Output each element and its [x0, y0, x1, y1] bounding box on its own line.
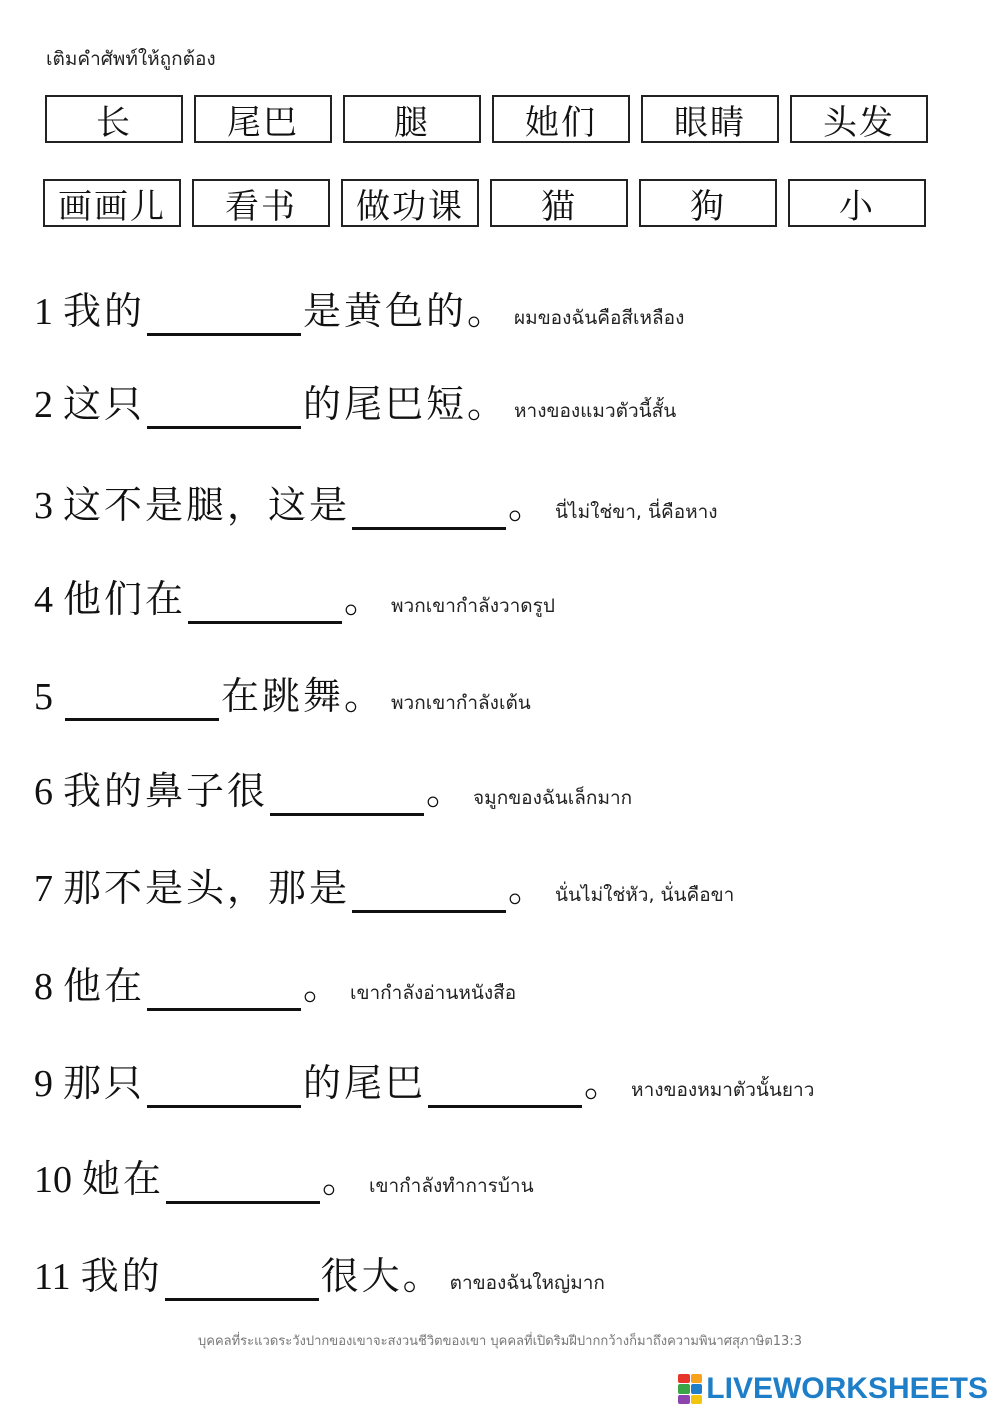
question-text-before: 我的 [80, 1254, 163, 1298]
question-number: 8 [34, 966, 53, 1008]
question-number: 4 [34, 579, 53, 621]
thai-translation: พวกเขากำลังวาดรูป [391, 595, 555, 617]
question-text-before: 这不是腿，这是 [63, 483, 351, 527]
word-box: 画画儿 [43, 179, 181, 227]
question-text-before: 他在 [63, 964, 146, 1008]
answer-blank[interactable] [147, 390, 301, 429]
question-2 [34, 373, 676, 429]
question-3 [34, 474, 718, 530]
liveworksheets-logo[interactable] [678, 1372, 988, 1406]
thai-translation: เขากำลังทำการบ้าน [369, 1175, 534, 1197]
thai-translation: ผมของฉันคือสีเหลือง [514, 307, 685, 329]
question-5 [34, 665, 531, 721]
question-text-before: 这只 [63, 382, 146, 426]
question-text-after: 。 [344, 577, 386, 621]
question-number: 11 [34, 1256, 71, 1298]
word-box: 小 [788, 179, 926, 227]
thai-translation: หางของหมาตัวนั้นยาว [631, 1079, 815, 1101]
answer-blank[interactable] [165, 1262, 319, 1301]
answer-blank[interactable] [147, 1069, 301, 1108]
word-box: 腿 [343, 95, 481, 143]
thai-translation: หางของแมวตัวนี้สั้น [514, 400, 677, 422]
question-10 [34, 1148, 534, 1204]
instruction-text: เติมคำศัพท์ให้ถูกต้อง [46, 48, 216, 70]
liveworksheets-icon [678, 1374, 702, 1404]
word-bank-row-2 [43, 179, 937, 227]
thai-translation: นั่นไม่ใช่หัว, นั่นคือขา [555, 884, 735, 906]
question-number: 9 [34, 1063, 53, 1105]
question-text-after: 在跳舞。 [221, 674, 386, 718]
answer-blank[interactable] [147, 297, 301, 336]
answer-blank[interactable] [352, 874, 506, 913]
answer-blank[interactable] [188, 585, 342, 624]
question-9 [34, 1052, 814, 1108]
word-box: 眼睛 [641, 95, 779, 143]
brand-name: LIVEWORKSHEETS [706, 1372, 988, 1405]
question-text-after: 很大。 [320, 1254, 444, 1298]
question-number: 10 [34, 1159, 72, 1201]
question-text-after: 。 [508, 866, 550, 910]
question-text-after: 的尾巴 [303, 1061, 427, 1105]
answer-blank[interactable] [147, 972, 301, 1011]
question-1 [34, 280, 684, 336]
word-box: 做功课 [341, 179, 479, 227]
question-text-after: 。 [322, 1157, 364, 1201]
question-number: 3 [34, 485, 53, 527]
question-text-before: 她在 [82, 1157, 165, 1201]
thai-translation: จมูกของฉันเล็กมาก [473, 787, 633, 809]
answer-blank[interactable] [270, 777, 424, 816]
answer-blank[interactable] [352, 491, 506, 530]
question-8 [34, 955, 516, 1011]
question-7 [34, 857, 734, 913]
word-box: 长 [45, 95, 183, 143]
word-box: 尾巴 [194, 95, 332, 143]
question-text-after: 。 [426, 769, 468, 813]
question-number: 6 [34, 771, 53, 813]
question-6 [34, 760, 632, 816]
thai-translation: เขากำลังอ่านหนังสือ [350, 982, 517, 1004]
word-box: 她们 [492, 95, 630, 143]
word-box: 狗 [639, 179, 777, 227]
question-text-after: 是黄色的。 [303, 289, 509, 333]
answer-blank-2[interactable] [428, 1069, 582, 1108]
question-text-after: 的尾巴短。 [303, 382, 509, 426]
word-box: 头发 [790, 95, 928, 143]
question-number: 5 [34, 676, 53, 718]
question-number: 7 [34, 868, 53, 910]
question-text-after: 。 [508, 483, 550, 527]
word-box: 看书 [192, 179, 330, 227]
question-text-end: 。 [584, 1061, 626, 1105]
footer-proverb: บุคคลที่ระแวดระวังปากของเขาจะสงวนชีวิตของเขา บุคคลที่เปิดริมฝีปากกว้างก็มาถึงความพินาศสุภาษิต13:3 [198, 1334, 802, 1349]
word-bank-row-1 [45, 95, 939, 143]
answer-blank[interactable] [65, 682, 219, 721]
question-text-before: 那只 [63, 1061, 146, 1105]
thai-translation: ตาของฉันใหญ่มาก [449, 1272, 605, 1294]
question-text-before: 我的鼻子很 [63, 769, 269, 813]
question-11 [34, 1245, 605, 1301]
answer-blank[interactable] [166, 1165, 320, 1204]
question-text-before: 我的 [63, 289, 146, 333]
question-text-after: 。 [303, 964, 345, 1008]
question-text-before: 他们在 [63, 577, 187, 621]
question-text-before: 那不是头，那是 [63, 866, 351, 910]
question-4 [34, 568, 555, 624]
thai-translation: นี่ไม่ใช่ขา, นี่คือหาง [555, 501, 718, 523]
thai-translation: พวกเขากำลังเต้น [391, 692, 531, 714]
question-number: 1 [34, 291, 53, 333]
word-box: 猫 [490, 179, 628, 227]
question-number: 2 [34, 384, 53, 426]
